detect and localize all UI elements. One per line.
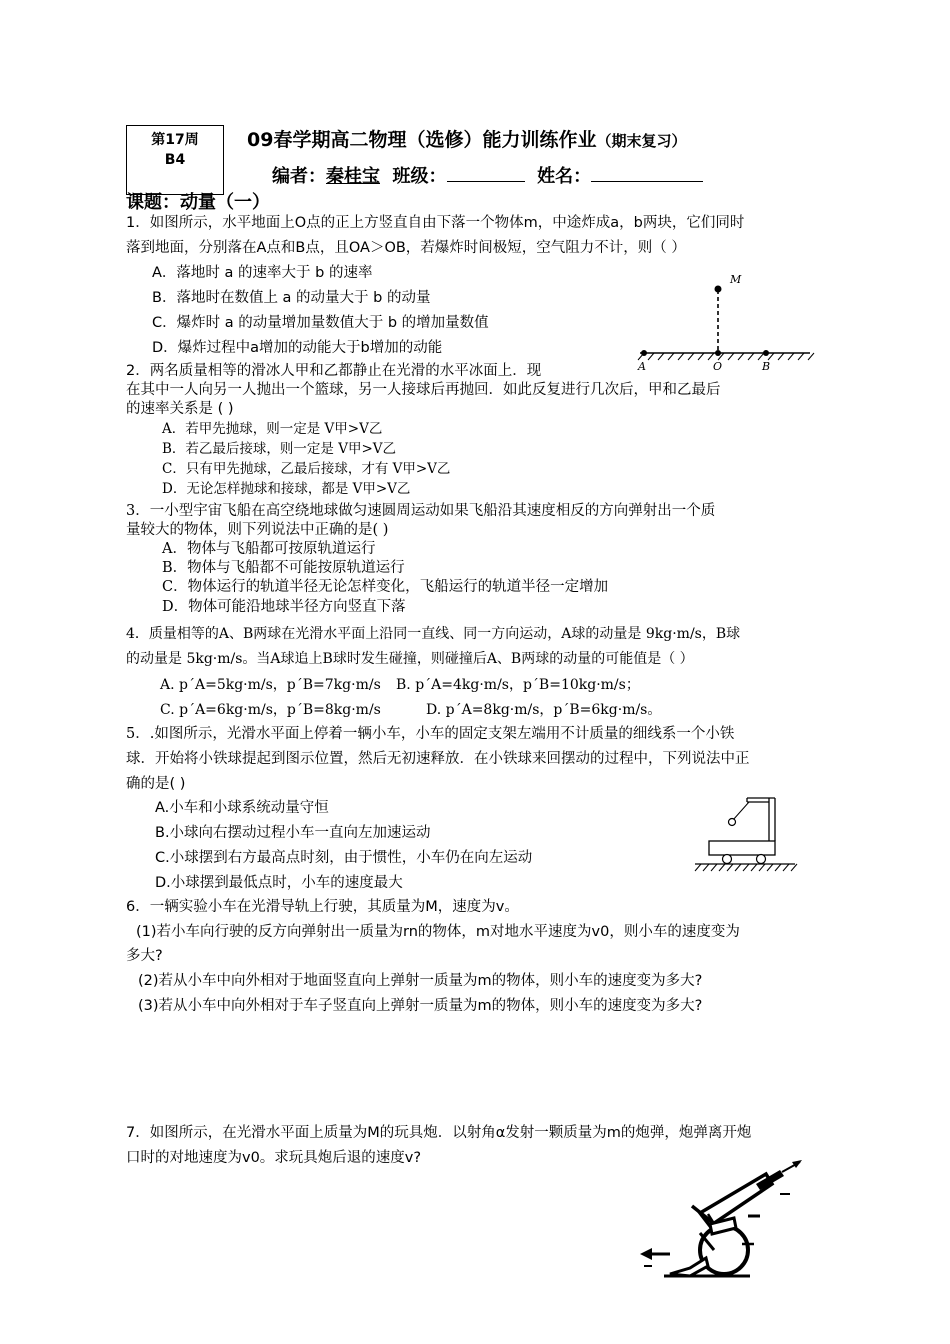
q1-fig-label-b: B xyxy=(762,360,771,373)
q4-option-d: D. p´A=8kg·m/s，p´B=6kg·m/s。 xyxy=(426,702,662,718)
topic-heading: 课题：动量（一） xyxy=(126,192,270,213)
q5-line-3: 确的是( ) xyxy=(126,776,186,792)
q2-option-c: C．只有甲先抛球，乙最后接球，才有 V甲>V乙 xyxy=(162,461,451,477)
q1-fig-label-a: A xyxy=(638,360,646,373)
q5-option-b: B.小球向右摆动过程小车一直向左加速运动 xyxy=(155,825,431,841)
q5-option-c: C.小球摆到右方最高点时刻，由于惯性，小车仍在向左运动 xyxy=(155,850,533,866)
q2-option-b: B．若乙最后接球，则一定是 V甲>V乙 xyxy=(162,441,397,457)
q2-line-1: 2．两名质量相等的滑冰人甲和乙都静止在光滑的水平冰面上．现 xyxy=(126,363,542,379)
week-code-box xyxy=(126,125,224,195)
week-label: 第17周 xyxy=(151,132,199,148)
q2-option-a: A．若甲先抛球，则一定是 V甲>V乙 xyxy=(162,421,383,437)
title-main: 09春学期高二物理（选修）能力训练作业 xyxy=(247,129,597,151)
q1-figure xyxy=(630,268,820,378)
name-blank[interactable] xyxy=(591,165,703,182)
q5-option-a: A.小车和小球系统动量守恒 xyxy=(155,800,329,816)
q1-line-1: 1．如图所示，水平地面上O点的正上方竖直自由下落一个物体m，中途炸成a，b两块，它们同时 xyxy=(126,215,745,231)
q3-line-1: 3．一小型宇宙飞船在高空绕地球做匀速圆周运动如果飞船沿其速度相反的方向弹射出一个质 xyxy=(126,503,716,519)
q6-line-3: 多大? xyxy=(126,948,163,964)
q4-option-a: A. p´A=5kg·m/s，p´B=7kg·m/s xyxy=(160,677,381,693)
q4-option-b: B. p´A=4kg·m/s，p´B=10kg·m/s； xyxy=(396,677,640,693)
code-label: B4 xyxy=(164,152,186,168)
q4-option-c: C. p´A=6kg·m/s，p´B=8kg·m/s xyxy=(160,702,381,718)
class-blank[interactable] xyxy=(447,165,525,182)
q6-line-1: 6．一辆实验小车在光滑导轨上行驶，其质量为M，速度为v。 xyxy=(126,899,519,915)
q7-line-2: 口时的对地速度为v0。求玩具炮后退的速度v? xyxy=(126,1150,422,1166)
q6-line-4: (2)若从小车中向外相对于地面竖直向上弹射一质量为m的物体，则小车的速度变为多大? xyxy=(138,973,703,989)
q1-option-b: B．落地时在数值上 a 的动量大于 b 的动量 xyxy=(152,290,431,306)
author-name: 秦桂宝 xyxy=(326,166,380,187)
q2-line-3: 的速率关系是 ( ) xyxy=(126,401,234,417)
q4-line-1: 4．质量相等的A、B两球在光滑水平面上沿同一直线、同一方向运动，A球的动量是 9kg·m/s，B球 xyxy=(126,626,741,642)
q1-option-d: D．爆炸过程中a增加的动能大于b增加的动能 xyxy=(152,340,443,356)
q1-option-a: A．落地时 a 的速率大于 b 的速率 xyxy=(152,265,373,281)
author-label: 编者： xyxy=(272,166,326,187)
class-label: 班级： xyxy=(392,166,447,187)
q7-line-1: 7．如图所示，在光滑水平面上质量为M的玩具炮．以射角α发射一颗质量为m的炮弹，炮弹离开炮 xyxy=(126,1125,752,1141)
q1-option-c: C．爆炸时 a 的动量增加量数值大于 b 的增加量数值 xyxy=(152,315,489,331)
name-label: 姓名： xyxy=(537,166,592,187)
q2-option-d: D．无论怎样抛球和接球，都是 V甲>V乙 xyxy=(162,481,411,497)
q3-option-a: A．物体与飞船都可按原轨道运行 xyxy=(162,541,376,557)
q1-fig-label-o: O xyxy=(713,360,723,373)
q7-cannon-figure xyxy=(630,1158,810,1288)
q5-cart-figure xyxy=(693,793,813,875)
author-line xyxy=(272,162,703,188)
q5-option-d: D.小球摆到最低点时，小车的速度最大 xyxy=(155,875,403,891)
q3-option-b: B．物体与飞船都不可能按原轨道运行 xyxy=(162,560,405,576)
page-title xyxy=(247,125,686,152)
q3-line-2: 量较大的物体，则下列说法中正确的是( ) xyxy=(126,522,389,538)
q5-line-2: 球．开始将小铁球提起到图示位置，然后无初速释放．在小铁球来回摆动的过程中，下列说法中正 xyxy=(126,751,750,767)
title-note: （期末复习） xyxy=(596,132,687,150)
q4-line-2: 的动量是 5kg·m/s。当A球追上B球时发生碰撞，则碰撞后A、B两球的动量的可能值是（ ） xyxy=(126,651,694,667)
q3-option-c: C．物体运行的轨道半径无论怎样变化，飞船运行的轨道半径一定增加 xyxy=(162,579,609,595)
q6-line-2: (1)若小车向行驶的反方向弹射出一质量为rn的物体，m对地水平速度为v0，则小车的速度变为 xyxy=(136,924,740,940)
q5-line-1: 5．.如图所示，光滑水平面上停着一辆小车，小车的固定支架左端用不计质量的细线系一个小铁 xyxy=(126,726,735,742)
q1-fig-label-m: M xyxy=(730,273,742,286)
q1-line-2: 落到地面，分别落在A点和B点，且OA＞OB，若爆炸时间极短，空气阻力不计，则（ ） xyxy=(126,240,686,256)
q3-option-d: D．物体可能沿地球半径方向竖直下落 xyxy=(162,599,406,615)
q6-line-5: (3)若从小车中向外相对于车子竖直向上弹射一质量为m的物体，则小车的速度变为多大? xyxy=(138,998,703,1014)
q2-line-2: 在其中一人向另一人抛出一个篮球，另一人接球后再抛回．如此反复进行几次后，甲和乙最后 xyxy=(126,382,721,398)
